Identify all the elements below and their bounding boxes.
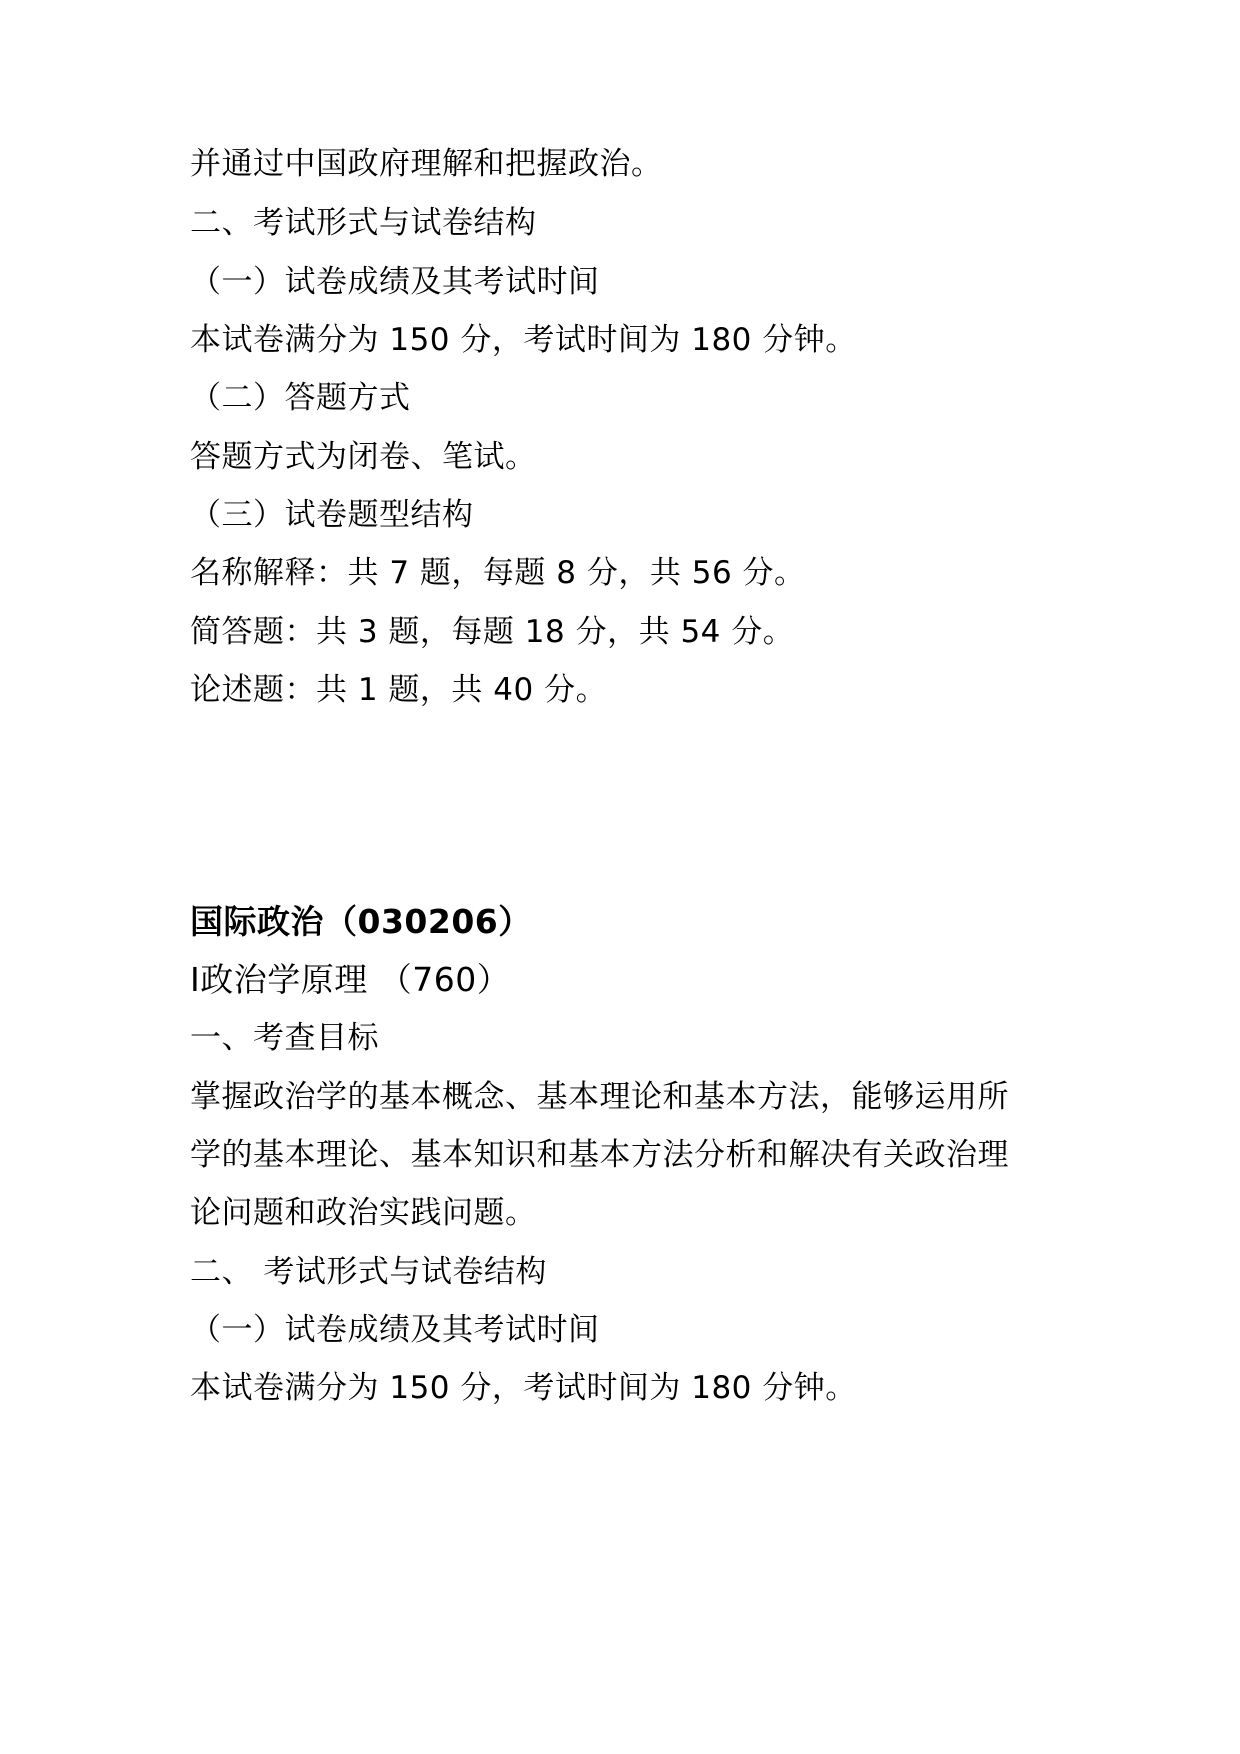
objective-heading: 一、考查目标 xyxy=(190,1020,379,1056)
objective-line: 掌握政治学的基本概念、基本理论和基本方法，能够运用所 xyxy=(190,1079,1009,1115)
objective-line: 论问题和政治实践问题。 xyxy=(190,1195,537,1231)
exam-format-heading: 二、考试形式与试卷结构 xyxy=(190,205,537,241)
question-structure-heading: （三）试卷题型结构 xyxy=(190,497,474,533)
answer-method-heading: （二）答题方式 xyxy=(190,380,411,416)
continuation-text: 并通过中国政府理解和把握政治。 xyxy=(190,146,663,182)
major-title: 国际政治（030206） xyxy=(190,902,532,941)
answer-method-text: 答题方式为闭卷、笔试。 xyxy=(190,439,537,475)
score-time-heading-2: （一）试卷成绩及其考试时间 xyxy=(190,1312,600,1348)
score-time-heading: （一）试卷成绩及其考试时间 xyxy=(190,264,600,300)
objective-line: 学的基本理论、基本知识和基本方法分析和解决有关政治理 xyxy=(190,1137,1009,1173)
score-time-text: 本试卷满分为 150 分，考试时间为 180 分钟。 xyxy=(190,322,857,358)
subject-title: Ⅰ政治学原理 （760） xyxy=(190,960,511,999)
exam-format-heading-2: 二、 考试形式与试卷结构 xyxy=(190,1254,547,1290)
question-type-item: 简答题：共 3 题，每题 18 分，共 54 分。 xyxy=(190,614,795,650)
question-type-item: 论述题：共 1 题，共 40 分。 xyxy=(190,672,608,708)
question-type-item: 名称解释：共 7 题，每题 8 分，共 56 分。 xyxy=(190,555,806,591)
score-time-text-2: 本试卷满分为 150 分，考试时间为 180 分钟。 xyxy=(190,1370,857,1406)
